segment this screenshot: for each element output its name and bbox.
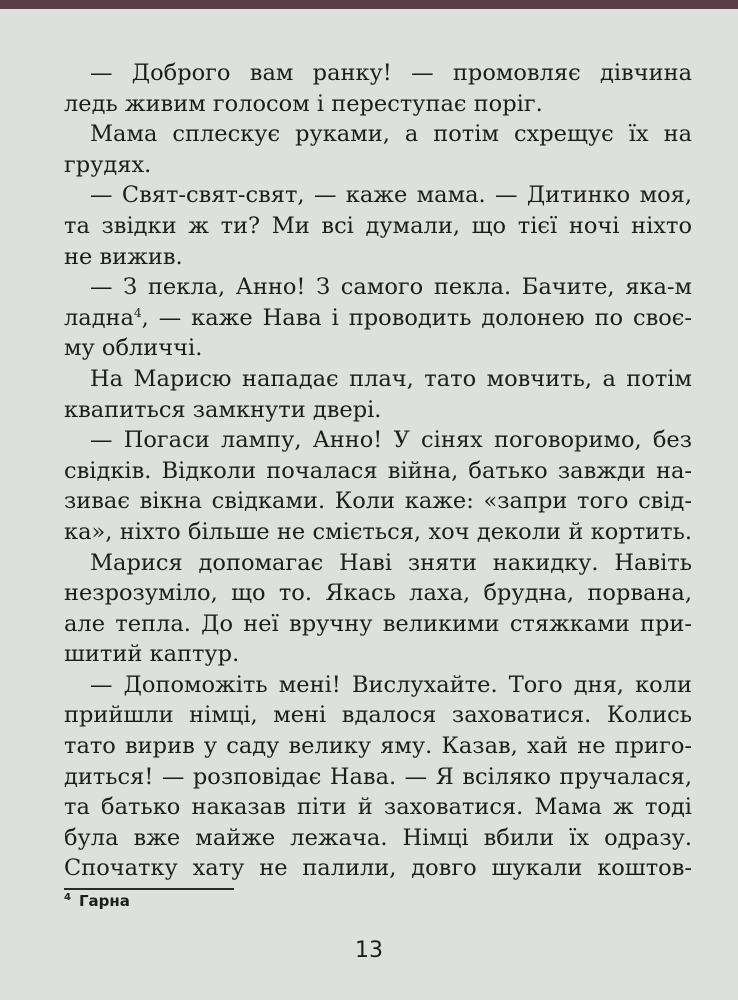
footnote-reference[interactable]: 4	[133, 305, 142, 320]
text-line: грудях.	[64, 151, 152, 178]
top-edge-strip	[0, 0, 738, 9]
text-line: тато вирив у саду велику яму. Казав, хай не приго-	[64, 733, 692, 760]
text-line: диться! — розповідає Нава. — Я всіляко пручалася,	[64, 763, 692, 790]
footnote	[64, 892, 130, 910]
text-line: була вже майже лежача. Німці вбили їх одразу.	[64, 824, 692, 851]
text-line: — Доброго вам ранку! — промовляє дівчина	[90, 60, 692, 86]
text-line: ледь живим голосом і переступає поріг.	[64, 90, 543, 117]
text-line: не вижив.	[64, 243, 183, 270]
page-number: 13	[355, 938, 383, 963]
text-line: квапиться замкнути двері.	[64, 396, 382, 423]
text-line: та батько наказав піти й заховатися. Мама ж тоді	[64, 794, 692, 821]
text-line: Спочатку хату не палили, довго шукали коштов-	[64, 855, 692, 882]
footnote-text: Гарна	[78, 892, 130, 910]
text-line: Марися допомагає Наві зняти накидку. Навіть	[90, 549, 692, 576]
text-line: ка», ніхто більше не сміється, хоч деколи й кортить.	[64, 518, 692, 545]
text-line: На Марисю нападає плач, тато мовчить, а потім	[90, 365, 692, 392]
footnote-mark: 4	[64, 892, 71, 903]
text-line: — Свят-свят-свят, — каже мама. — Дитинко моя,	[90, 182, 692, 209]
text-line: зиває вікна свідками. Коли каже: «запри того свід-	[64, 488, 692, 515]
text-fragment: , — каже Нава і проводить долонею по своє-	[141, 304, 692, 331]
text-line: Мама сплескує руками, а потім схрещує їх на	[90, 121, 692, 148]
body-text	[64, 58, 692, 884]
text-line: але тепла. До неї вручну великими стяжками при-	[64, 610, 692, 637]
text-line: свідків. Відколи почалася війна, батько завжди на-	[64, 457, 692, 484]
text-line: му обличчі.	[64, 335, 203, 362]
text-line: — Погаси лампу, Анно! У сінях поговоримо, без	[90, 427, 692, 454]
text-line: незрозуміло, що то. Якась лаха, брудна, порвана,	[64, 580, 692, 607]
text-line: — Допоможіть мені! Вислухайте. Того дня, коли	[90, 671, 692, 698]
text-line: — З пекла, Анно! З самого пекла. Бачите, яка-м	[90, 274, 692, 301]
text-line: шитий каптур.	[64, 641, 240, 668]
text-fragment: ладна	[64, 304, 134, 331]
text-line: прийшли німці, мені вдалося заховатися. Колись	[64, 702, 692, 729]
text-line: та звідки ж ти? Ми всі думали, що тієї ночі ніхто	[64, 212, 692, 239]
footnote-divider	[64, 888, 234, 890]
text-line	[64, 303, 692, 334]
